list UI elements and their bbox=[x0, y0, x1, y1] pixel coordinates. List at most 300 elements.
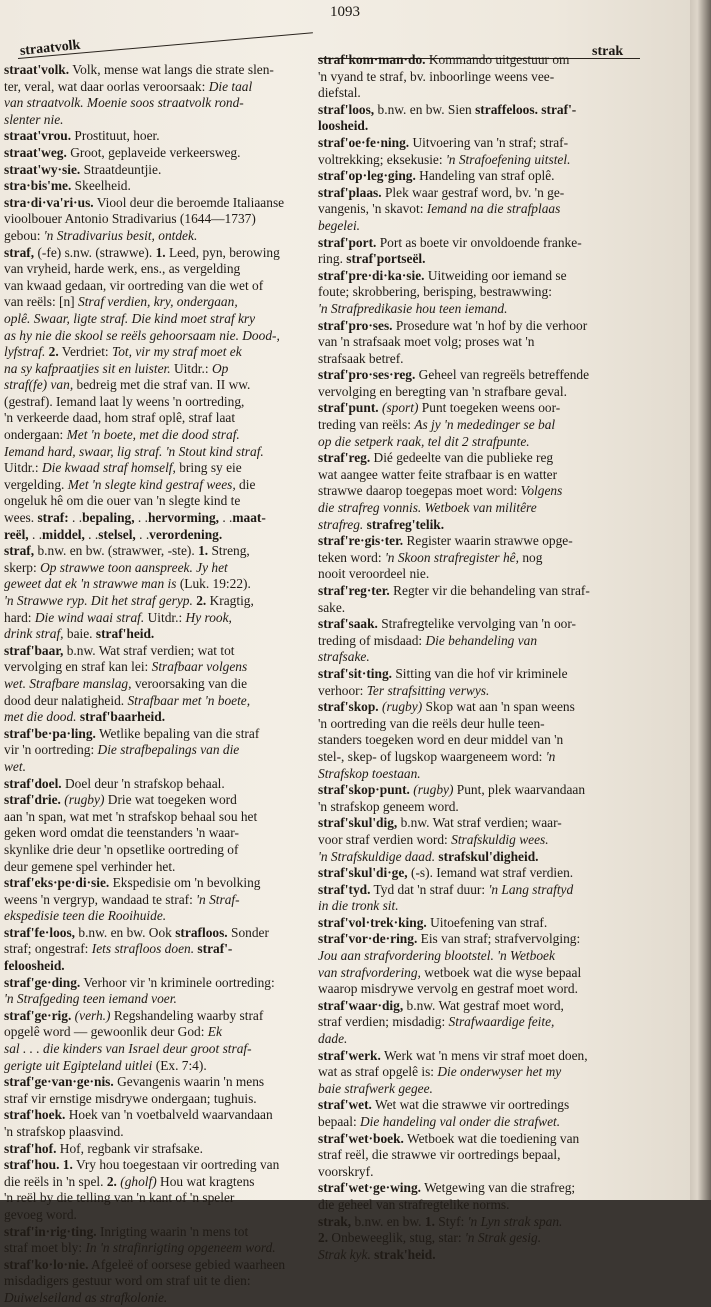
text-line bbox=[4, 610, 312, 627]
text-line bbox=[4, 1207, 312, 1224]
definition-text: standers toegeken word en deur middel van 'n bbox=[318, 732, 564, 748]
definition-text: bedreig met die straf van. II ww. bbox=[73, 377, 251, 393]
definition-text: voor straf verdien word: bbox=[318, 831, 452, 847]
definition-text: vervolging en beregting van 'n strafbare geval. bbox=[318, 383, 567, 399]
definition-text: . . bbox=[28, 526, 43, 542]
definition-text: opgelê word — gewoonlik deur God: bbox=[4, 1024, 208, 1040]
text-line bbox=[318, 649, 648, 666]
definition-text: (gestraf). Iemand laat ly weens 'n oortreding, bbox=[4, 393, 245, 409]
definition-text: baie. bbox=[63, 626, 96, 642]
text-line bbox=[4, 211, 312, 228]
text-line bbox=[4, 941, 312, 958]
definition-text: straf reël, die strawwe vir oortredings bepaal, bbox=[318, 1147, 561, 1163]
definition-text: Punt, plek waarvandaan bbox=[453, 782, 586, 798]
definition-text: Skeelheid. bbox=[71, 178, 131, 194]
headword: 2. bbox=[196, 593, 207, 608]
text-line bbox=[4, 842, 312, 859]
text-line bbox=[318, 998, 648, 1015]
text-line bbox=[4, 1240, 312, 1257]
text-line bbox=[4, 626, 312, 643]
example-text: drink straf, bbox=[4, 626, 64, 642]
definition-text: (Luk. 19:22). bbox=[176, 576, 251, 592]
text-line bbox=[318, 500, 648, 517]
text-line bbox=[4, 95, 312, 112]
definition-text: 'n oortreding van die reëls deur hulle teen- bbox=[318, 715, 545, 731]
definition-text: vervolging en straf kan lei: bbox=[4, 659, 152, 675]
example-text: Op bbox=[211, 360, 229, 376]
text-line bbox=[318, 948, 648, 965]
example-text: Strak kyk. bbox=[318, 1246, 371, 1262]
text-line bbox=[318, 384, 648, 401]
text-line bbox=[318, 483, 648, 500]
definition-text: b.nw. Wat gestraf moet word, bbox=[403, 997, 564, 1013]
definition-text: Wet wat die strawwe vir oortredings bbox=[371, 1097, 570, 1113]
headword: straf'wet·ge·wing. bbox=[318, 1180, 422, 1196]
example-text: op die setperk raak, tel dit 2 strafpunte. bbox=[318, 433, 530, 449]
headword: strak, bbox=[318, 1213, 352, 1229]
text-line bbox=[318, 1197, 648, 1214]
definition-text: ongeluk hê om die ouer van 'n slegte kind te bbox=[4, 493, 241, 509]
example-text: Strafbaar volgens bbox=[151, 659, 248, 675]
definition-text: strafsaak betref. bbox=[318, 350, 404, 366]
definition-text: nog bbox=[518, 549, 543, 565]
text-line bbox=[4, 1290, 312, 1307]
headword: straf'pro·ses. bbox=[318, 317, 393, 333]
text-line bbox=[318, 1114, 648, 1131]
headword: straf'vol·trek·king. bbox=[318, 914, 427, 930]
definition-text: Wetboek wat die toediening van bbox=[403, 1130, 580, 1146]
definition-text: Plek waar gestraf word, bv. 'n ge- bbox=[381, 184, 565, 200]
definition-text: van reëls: [n] bbox=[4, 294, 78, 310]
example-text: Duiwelseiland as strafkolonie. bbox=[4, 1289, 168, 1305]
text-line bbox=[4, 1091, 312, 1108]
definition-text: Afgeleë of oorsese gebied waarheen bbox=[88, 1256, 286, 1272]
example-text: 'n Skoon strafregister hê, bbox=[384, 549, 519, 565]
definition-text: b.nw. Wat straf verdien; waar- bbox=[397, 815, 562, 831]
headword: straat'weg. bbox=[4, 144, 67, 160]
definition-text: b.nw. en bw. bbox=[351, 1213, 425, 1229]
text-line bbox=[4, 328, 312, 345]
definition-text: Kommando uitgestuur om bbox=[425, 52, 570, 67]
text-line bbox=[318, 251, 648, 268]
headword: straf, bbox=[4, 244, 35, 260]
definition-text: b.nw. en bw. Sien bbox=[374, 101, 476, 117]
definition-text: Ekspedisie om 'n bevolking bbox=[109, 875, 261, 891]
definition-text: skerp: bbox=[4, 559, 41, 575]
definition-text: Prostituut, hoer. bbox=[71, 128, 160, 144]
definition-text: voltrekking; eksekusie: bbox=[318, 151, 446, 167]
definition-text: straf moet bly: bbox=[4, 1240, 86, 1256]
definition-text: bring sy eie bbox=[175, 460, 242, 476]
definition-text: b.nw. en bw. (strawwer, -ste). bbox=[34, 543, 199, 559]
definition-text: (Ex. 7:4). bbox=[152, 1057, 207, 1073]
example-text: begelei. bbox=[318, 217, 361, 233]
definition-text: Drie wat toegeken word bbox=[104, 792, 237, 808]
definition-text: Groot, geplaveide verkeersweg. bbox=[66, 144, 241, 160]
text-line bbox=[318, 85, 648, 102]
headword: straat'wy·sie. bbox=[4, 161, 81, 177]
definition-text: Register waarin strawwe opge- bbox=[403, 533, 573, 549]
text-line bbox=[4, 1157, 312, 1174]
text-line bbox=[4, 1224, 312, 1241]
definition-text: Styf: bbox=[434, 1213, 468, 1229]
text-line bbox=[318, 1048, 648, 1065]
example-text: Ter strafsitting verwys. bbox=[366, 682, 490, 698]
text-line bbox=[318, 732, 648, 749]
definition-text: Regshandeling waarby straf bbox=[110, 1007, 264, 1023]
definition-text: weens 'n vergryp, wandaad te straf: bbox=[4, 891, 197, 907]
text-line bbox=[4, 195, 312, 212]
headword: straf'ge·van·ge·nis. bbox=[4, 1074, 114, 1090]
definition-text: 'n strafskop plaasvind. bbox=[4, 1124, 124, 1139]
text-line bbox=[4, 62, 312, 79]
text-line bbox=[318, 318, 648, 335]
text-line bbox=[4, 892, 312, 909]
text-line bbox=[318, 915, 648, 932]
text-line bbox=[318, 450, 648, 467]
headword: straf'waar·dig, bbox=[318, 997, 404, 1013]
text-line bbox=[4, 709, 312, 726]
headword: straf'port. bbox=[318, 234, 377, 250]
definition-text: Uitweiding oor iemand se bbox=[424, 267, 567, 283]
headword: straf'be·pa·ling. bbox=[4, 725, 96, 741]
definition-text: Verhoor vir 'n kriminele oortreding: bbox=[80, 974, 275, 990]
example-text: die strafreg vonnis. Wetboek van militêre bbox=[318, 500, 537, 516]
example-text: Die strafbepalings van die bbox=[97, 742, 240, 758]
text-line bbox=[318, 550, 648, 567]
headword: straf'eks·pe·di·sie. bbox=[4, 875, 110, 891]
example-text: Strafbaar met 'n boete, bbox=[127, 692, 251, 708]
text-line bbox=[4, 875, 312, 892]
headword: straf'loos, bbox=[318, 101, 375, 117]
definition-text: vergelding. bbox=[4, 476, 68, 492]
example-text: As jy 'n mededinger se bal bbox=[414, 417, 556, 433]
definition-text: . . bbox=[84, 526, 99, 542]
text-line bbox=[4, 311, 312, 328]
text-line bbox=[318, 168, 648, 185]
text-line bbox=[4, 145, 312, 162]
example-text: Op strawwe toon aanspreek. Jy het bbox=[40, 559, 228, 575]
text-line bbox=[318, 666, 648, 683]
text-line bbox=[4, 1141, 312, 1158]
text-line bbox=[4, 178, 312, 195]
example-text: wet. Strafbare manslag, bbox=[4, 675, 132, 691]
text-line bbox=[4, 925, 312, 942]
headword: straf'punt. bbox=[318, 400, 379, 416]
definition-text: 'n reël by die telling van 'n kant of 'n speler bbox=[4, 1190, 235, 1206]
definition-text: teken word: bbox=[318, 549, 385, 565]
text-line bbox=[318, 201, 648, 218]
example-text: baie strafwerk gegee. bbox=[318, 1080, 433, 1096]
headword: straf'in·rig·ting. bbox=[4, 1223, 97, 1239]
example-text: Die onderwyser het my bbox=[437, 1064, 562, 1080]
text-line bbox=[4, 742, 312, 759]
definition-text: sake. bbox=[318, 599, 346, 615]
text-line bbox=[318, 268, 648, 285]
example-text: geweet dat ek 'n strawwe man is bbox=[4, 576, 177, 592]
definition-text: Hoek van 'n voetbalveld waarvandaan bbox=[65, 1107, 273, 1123]
text-line bbox=[318, 1164, 648, 1181]
headword: middel, bbox=[42, 526, 85, 542]
definition-text: Port as boete vir onvoldoende franke- bbox=[376, 234, 582, 250]
headword: hervorming, bbox=[147, 510, 219, 526]
text-line bbox=[4, 427, 312, 444]
text-line bbox=[4, 361, 312, 378]
definition-text: Regter vir die behandeling van straf- bbox=[389, 583, 590, 598]
definition-text: Uitdr.: bbox=[170, 360, 212, 376]
example-text: Tot, vir my straf moet ek bbox=[112, 344, 242, 360]
example-text: strafsake. bbox=[318, 649, 370, 665]
text-line bbox=[4, 394, 312, 411]
text-line bbox=[4, 908, 312, 925]
definition-text: skynlike drie deur 'n opsetlike oortreding of bbox=[4, 841, 239, 857]
text-line bbox=[318, 1214, 648, 1231]
definition-text: Uitvoering van 'n straf; straf- bbox=[409, 134, 569, 150]
definition-text: Uitdr.: bbox=[4, 460, 42, 476]
definition-text: vangenis, 'n skavot: bbox=[318, 201, 427, 217]
example-text: van strafvordering, bbox=[318, 964, 421, 980]
text-line bbox=[4, 991, 312, 1008]
example-text: Strafwaardige feite, bbox=[448, 1014, 555, 1030]
headword: straf'sit·ting. bbox=[318, 665, 393, 681]
text-line bbox=[318, 434, 648, 451]
text-line bbox=[318, 716, 648, 733]
text-line bbox=[4, 576, 312, 593]
text-line bbox=[318, 118, 648, 135]
definition-text: Gevangenis waarin 'n mens bbox=[113, 1074, 265, 1090]
headword: straf'wet. bbox=[318, 1097, 372, 1113]
definition-text: Sitting van die hof vir kriminele bbox=[392, 665, 568, 681]
headword: 2. bbox=[106, 1173, 117, 1189]
headword: stra·di·va'ri·us. bbox=[4, 194, 94, 210]
headword: 1. bbox=[155, 244, 166, 260]
headword: straf'portseël. bbox=[346, 251, 426, 267]
definition-text: foute; skrobbering, berisping, bestrawwing: bbox=[318, 284, 552, 300]
definition-text: Verdriet: bbox=[58, 344, 113, 360]
definition-text: Onbeweeglik, stug, star: bbox=[328, 1230, 465, 1246]
definition-text: Tyd dat 'n straf duur: bbox=[370, 881, 489, 897]
definition-text: strawwe daarop toegepas moet word: bbox=[318, 483, 521, 499]
example-text: Iemand na die strafplaas bbox=[426, 201, 561, 217]
definition-text: . . bbox=[134, 510, 148, 526]
text-line bbox=[4, 776, 312, 793]
text-line bbox=[318, 566, 648, 583]
text-line bbox=[318, 766, 648, 783]
headword: 1. bbox=[62, 1157, 73, 1173]
example-text: oplê. Swaar, ligte straf. Die kind moet straf kry bbox=[4, 310, 256, 326]
example-text: 'n Strawwe ryp. Dit het straf geryp. bbox=[4, 593, 193, 608]
example-text: Jou aan strafvordering blootstel. 'n Wetboek bbox=[318, 948, 555, 964]
example-text: 'n Lyn strak span. bbox=[467, 1213, 563, 1229]
headword: strak'heid. bbox=[374, 1246, 436, 1262]
definition-text: Werk wat 'n mens vir straf moet doen, bbox=[380, 1047, 588, 1063]
text-line bbox=[318, 683, 648, 700]
headword: strafskul'digheid. bbox=[438, 848, 539, 864]
definition-text: Inrigting waarin 'n mens tot bbox=[96, 1223, 249, 1239]
text-line bbox=[318, 334, 648, 351]
text-line bbox=[318, 185, 648, 202]
headword: straf'tyd. bbox=[318, 881, 371, 897]
definition-text: Wetgewing van die strafreg; bbox=[421, 1180, 576, 1196]
definition-text: aan 'n span, wat met 'n strafskop behaal sou het bbox=[4, 808, 258, 824]
text-line bbox=[4, 1174, 312, 1191]
headword: straf'skul'dig, bbox=[318, 815, 398, 831]
definition-text: . . bbox=[68, 510, 83, 526]
example-text: 'n Strak gesig. bbox=[464, 1230, 542, 1246]
definition-text: deur gemene spel verhinder het. bbox=[4, 858, 176, 874]
text-line bbox=[318, 351, 648, 368]
definition-text: van 'n strafsaak moet volg; proses wat 'n bbox=[318, 334, 535, 350]
text-line bbox=[318, 898, 648, 915]
text-line bbox=[318, 218, 648, 235]
example-text: Ek bbox=[207, 1024, 222, 1040]
text-line bbox=[4, 344, 312, 361]
definition-text: van vryheid, harde werk, ens., as vergelding bbox=[4, 261, 241, 277]
definition-text: Viool deur die beroemde Italiaanse bbox=[93, 194, 285, 210]
example-text: Met 'n slegte kind gestraf wees, bbox=[67, 476, 236, 492]
text-line bbox=[318, 1097, 648, 1114]
text-line bbox=[4, 676, 312, 693]
example-text: 'n Straf- bbox=[196, 891, 240, 907]
example-text: Volgens bbox=[520, 483, 563, 499]
headword: 2. bbox=[318, 1230, 329, 1246]
text-line bbox=[318, 284, 648, 301]
headword: straf'kom·man·do. bbox=[318, 52, 426, 67]
definition-text: . . bbox=[219, 510, 233, 526]
example-text: ekspedisie teen die Rooihuide. bbox=[4, 908, 167, 924]
headword: stelsel, bbox=[98, 526, 136, 542]
definition-text: . . bbox=[135, 526, 150, 542]
text-line bbox=[4, 128, 312, 145]
headword: bepaling, bbox=[82, 510, 135, 526]
definition-text: Streng, bbox=[208, 543, 250, 559]
text-line bbox=[4, 79, 312, 96]
headword: 2. bbox=[48, 344, 59, 360]
definition-text: Leed, pyn, berowing bbox=[165, 244, 280, 260]
headword: straffeloos. bbox=[475, 101, 538, 117]
definition-text: 'n vyand te straf, bv. inboorlinge weens vee- bbox=[318, 68, 555, 84]
headword: straf'skop·punt. bbox=[318, 782, 410, 798]
guide-word-right: strak bbox=[592, 44, 624, 59]
text-line bbox=[4, 825, 312, 842]
example-text: strafreg. bbox=[318, 516, 364, 532]
text-line bbox=[4, 543, 312, 560]
text-line bbox=[4, 1074, 312, 1091]
definition-text: gebou: bbox=[4, 227, 44, 243]
definition-text: treding of misdaad: bbox=[318, 632, 426, 648]
headword: straf'skop. bbox=[318, 699, 379, 715]
text-line bbox=[4, 444, 312, 461]
text-line bbox=[4, 759, 312, 776]
text-line bbox=[4, 278, 312, 295]
text-line bbox=[318, 965, 648, 982]
definition-text: die geheel van strafregtelike norms. bbox=[318, 1196, 510, 1212]
headword: verordening. bbox=[149, 526, 223, 542]
example-text: Die taal bbox=[208, 78, 253, 94]
definition-text: Hof, regbank vir strafsake. bbox=[56, 1140, 203, 1156]
definition-text: geken word omdat die teenstanders 'n waar- bbox=[4, 825, 239, 841]
text-line bbox=[318, 1180, 648, 1197]
example-text: gerigte uit Egipteland uitlei bbox=[4, 1057, 153, 1073]
left-column bbox=[4, 62, 312, 1307]
text-line bbox=[4, 958, 312, 975]
text-line bbox=[4, 261, 312, 278]
headword: feloosheid. bbox=[4, 958, 65, 974]
example-text: (gholf) bbox=[120, 1173, 157, 1189]
example-text: Die behandeling van bbox=[425, 632, 538, 648]
text-line bbox=[318, 69, 648, 86]
example-text: Strafskop toestaan. bbox=[318, 765, 421, 781]
definition-text: b.nw. Wat straf verdien; wat tot bbox=[63, 642, 235, 658]
headword: loosheid. bbox=[318, 118, 369, 134]
definition-text: Handeling van straf oplê. bbox=[415, 168, 555, 184]
definition-text: waarop misdrywe vervolg en gestraf moet word. bbox=[318, 981, 578, 997]
text-line bbox=[318, 815, 648, 832]
text-line bbox=[4, 593, 312, 610]
headword: straf'baar, bbox=[4, 642, 64, 658]
headword: straf'ge·ding. bbox=[4, 974, 81, 990]
page-edge bbox=[690, 0, 711, 1200]
example-text: Strafskuldig wees. bbox=[451, 831, 549, 847]
headword: straf'- bbox=[541, 101, 577, 117]
text-line bbox=[318, 467, 648, 484]
headword: straf'hou. bbox=[4, 1157, 60, 1173]
example-text: in die tronk sit. bbox=[318, 898, 399, 914]
example-text: 'n Stradivarius besit, ontdek. bbox=[43, 227, 198, 243]
text-line bbox=[318, 52, 648, 69]
text-line bbox=[4, 377, 312, 394]
right-column bbox=[318, 52, 648, 1263]
headword: straf'fe·loos, bbox=[4, 924, 76, 940]
example-text: slenter nie. bbox=[4, 111, 64, 127]
definition-text: Straatdeuntjie. bbox=[80, 161, 162, 177]
example-text: Iemand hard, swaar, lig straf. 'n Stout kind straf. bbox=[4, 443, 264, 459]
text-line bbox=[318, 1031, 648, 1048]
definition-text: die reëls in 'n spel. bbox=[4, 1173, 107, 1189]
text-line bbox=[4, 510, 312, 527]
text-line bbox=[318, 981, 648, 998]
text-line bbox=[318, 749, 648, 766]
example-text: (rugby) bbox=[64, 792, 105, 808]
text-line bbox=[318, 583, 648, 600]
example-text: Die handeling val onder die strafwet. bbox=[360, 1114, 561, 1129]
definition-text: Strafregtelike vervolging van 'n oor- bbox=[377, 616, 576, 632]
headword: straf'ge·rig. bbox=[4, 1007, 72, 1023]
text-line bbox=[318, 152, 648, 169]
definition-text: Geheel van regreëls betreffende bbox=[415, 367, 590, 383]
definition-text: misdadigers gestuur word om straf uit te dien: bbox=[4, 1273, 251, 1289]
example-text: (verh.) bbox=[74, 1007, 111, 1023]
headword: straf, bbox=[4, 543, 35, 559]
example-text: Straf verdien, kry, ondergaan, bbox=[78, 294, 238, 310]
headword: maat- bbox=[232, 510, 266, 526]
example-text: Die kwaad straf homself, bbox=[41, 460, 176, 476]
example-text: 'n Strafpredikasie hou teen iemand. bbox=[318, 300, 508, 316]
definition-text: Sonder bbox=[227, 924, 269, 940]
example-text: straf(fe) van, bbox=[4, 377, 74, 393]
text-line bbox=[4, 493, 312, 510]
text-line bbox=[318, 235, 648, 252]
text-line bbox=[318, 301, 648, 318]
headword: 1. bbox=[424, 1213, 435, 1229]
example-text: met die dood. bbox=[4, 709, 77, 725]
example-text: na sy kafpraatjies sit en luister. bbox=[4, 360, 171, 376]
text-line bbox=[4, 1024, 312, 1041]
headword: straf'saak. bbox=[318, 616, 378, 632]
example-text: wet. bbox=[4, 758, 26, 774]
definition-text: hard: bbox=[4, 609, 35, 625]
text-line bbox=[4, 859, 312, 876]
